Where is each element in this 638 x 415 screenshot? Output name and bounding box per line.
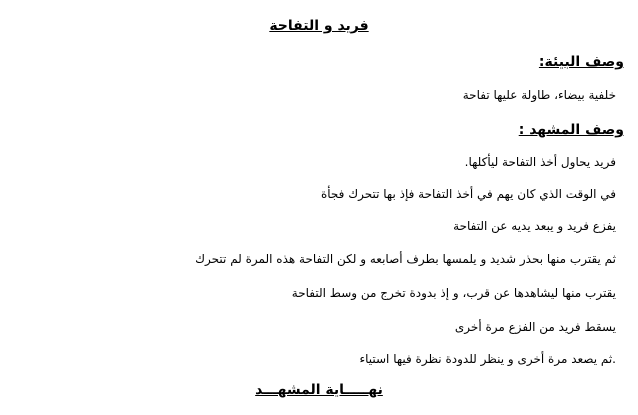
scene-line: في الوقت الذي كان يهم في أخذ التفاحة فإذ بها تتحرك فجأة xyxy=(320,187,616,201)
scene-line: فريد يحاول أخذ التفاحة ليأكلها. xyxy=(464,155,616,169)
scene-line: يسقط فريد من الفزع مرة أخرى xyxy=(454,320,616,334)
environment-text: خلفية بيضاء، طاولة عليها تفاحة xyxy=(462,88,616,102)
scene-end-title: نهـــــاية المشهـــد xyxy=(255,382,383,398)
scene-heading: وصف المشهد : xyxy=(518,122,624,138)
scene-line: يقترب منها ليشاهدها عن قرب، و إذ بدودة تخرج من وسط التفاحة xyxy=(291,286,616,300)
scene-line: ثم يقترب منها بحذر شديد و يلمسها بطرف أصابعه و لكن التفاحة هذه المرة لم تتحرك xyxy=(195,252,616,266)
document-title: فريد و التفاحة xyxy=(269,18,369,34)
environment-heading: وصف البيئة: xyxy=(538,54,624,70)
scene-line: .ثم يصعد مرة أخرى و ينظر للدودة نظرة فيها استياء xyxy=(359,352,616,366)
scene-line: يفزع فريد و يبعد يديه عن التفاحة xyxy=(453,219,616,233)
